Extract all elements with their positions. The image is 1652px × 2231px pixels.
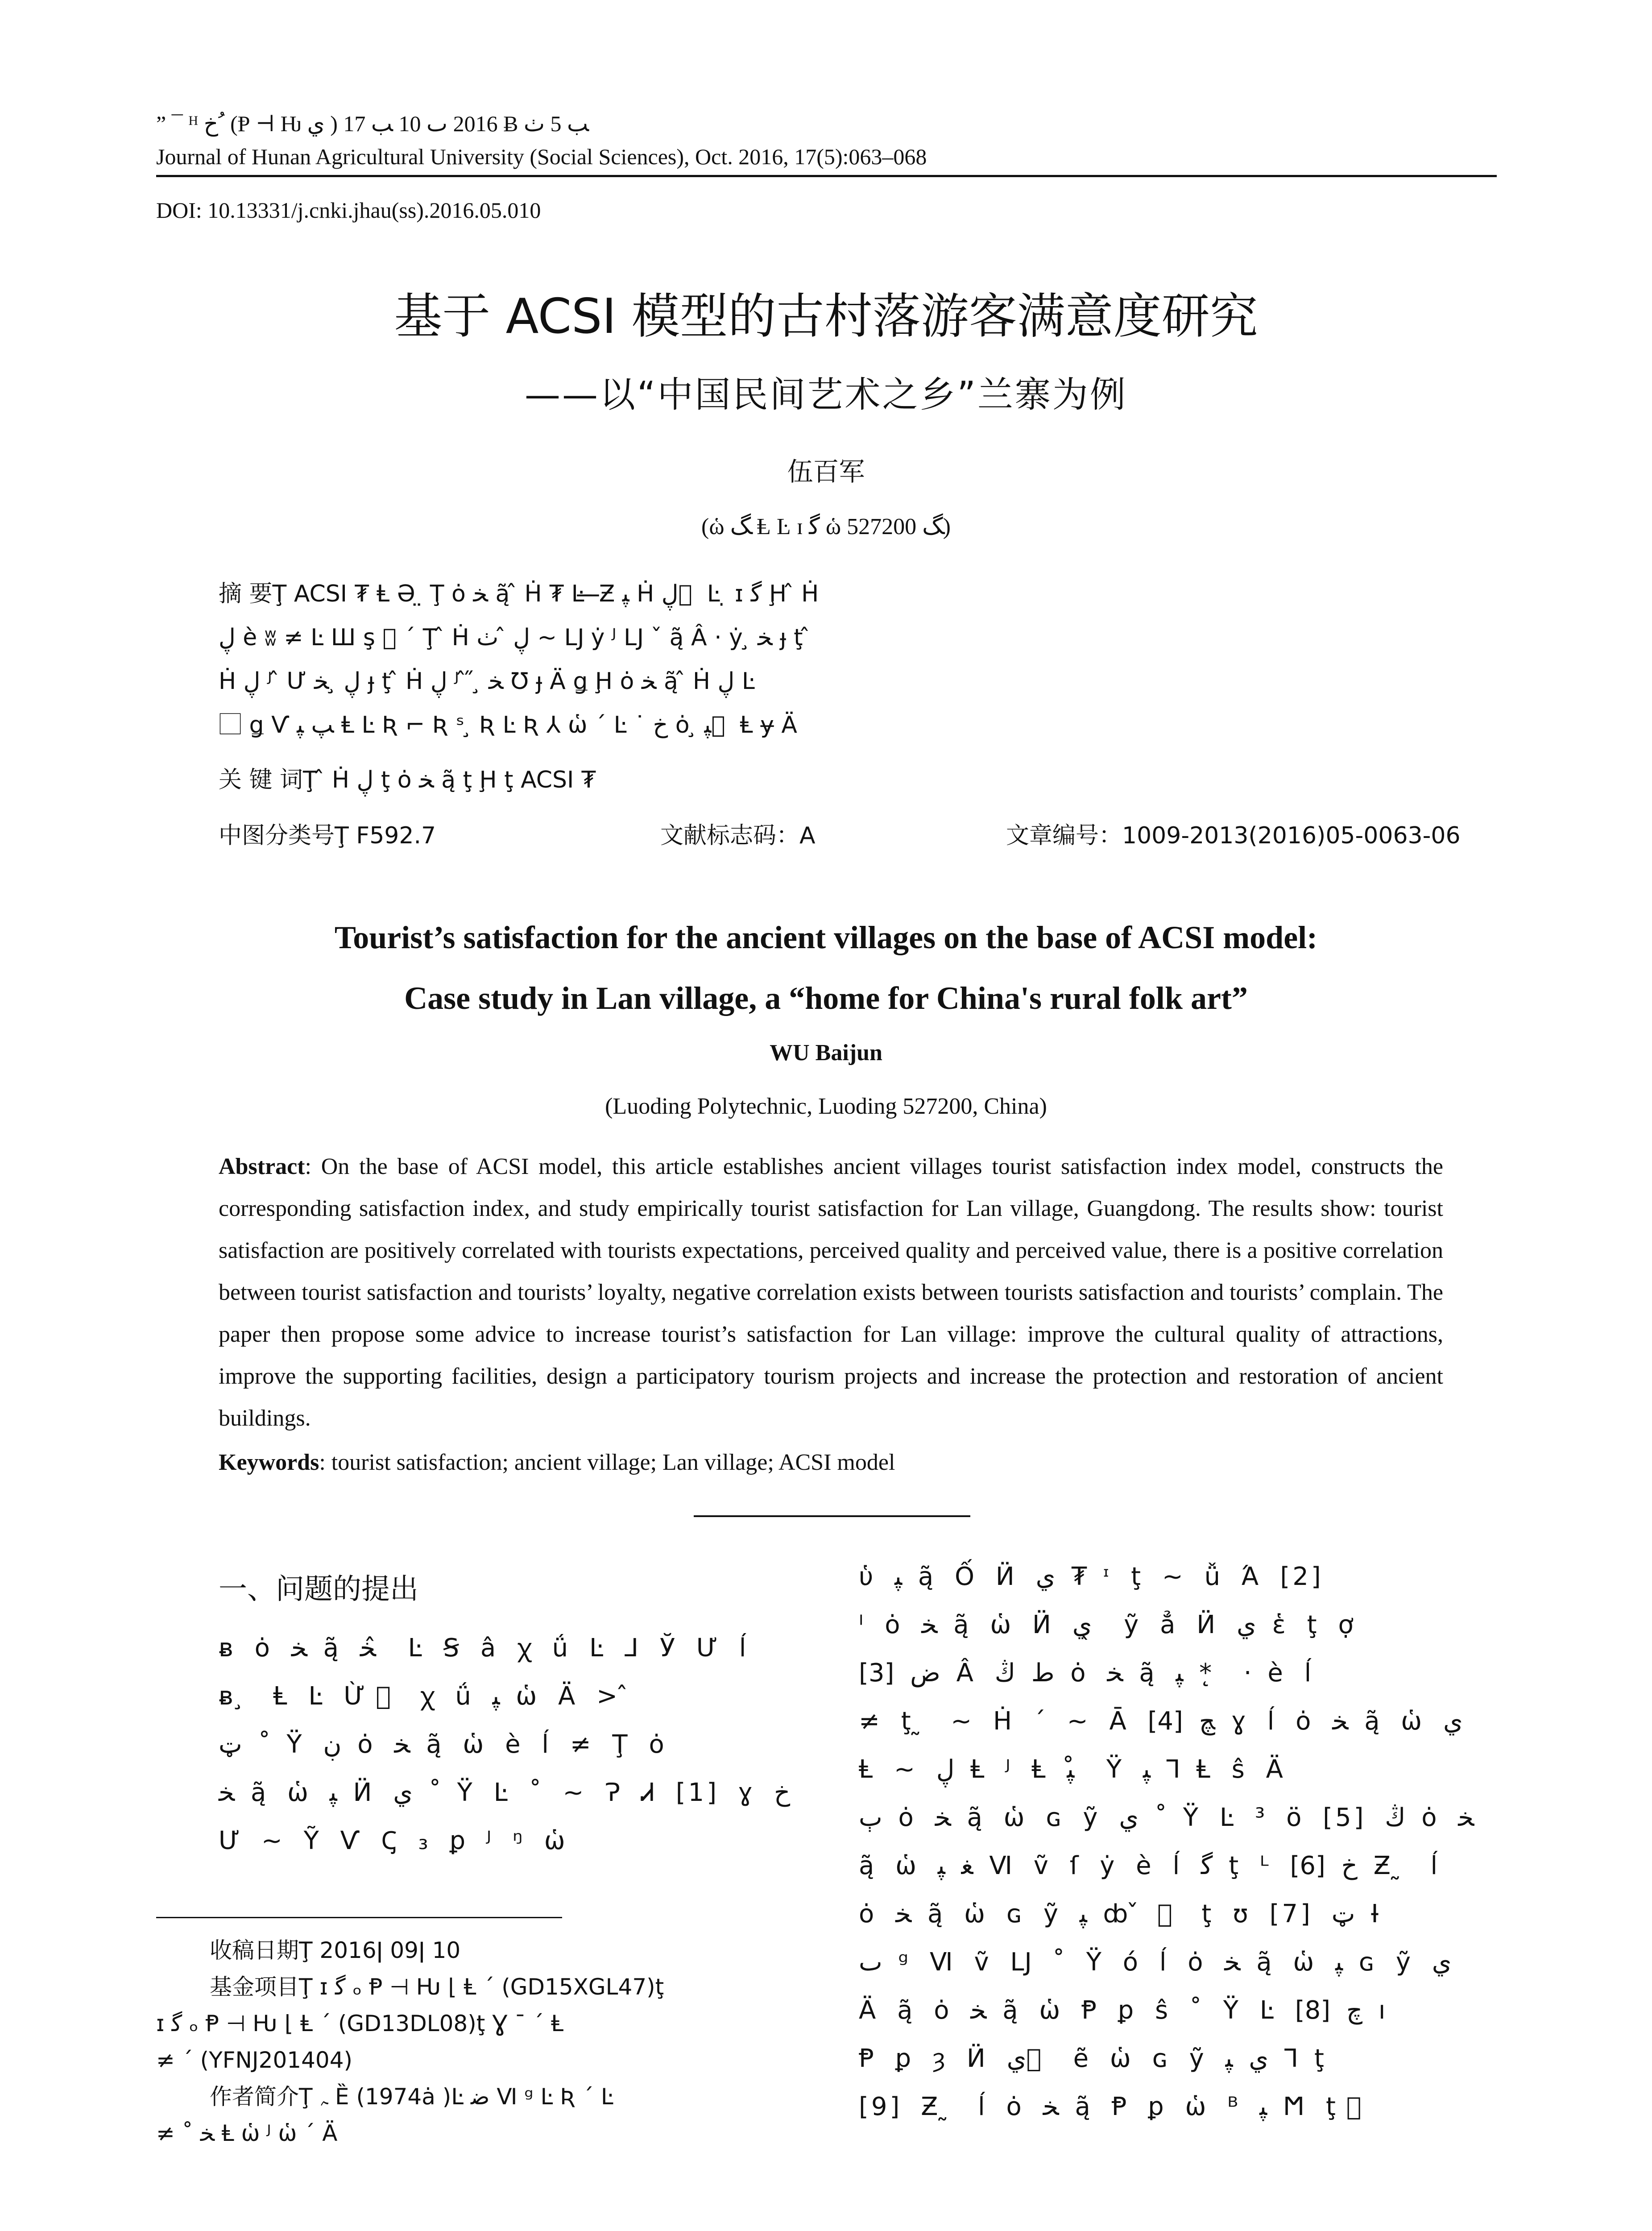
- separator-rule: [694, 1515, 970, 1517]
- keywords-en-text: : tourist satisfaction; ancient village; Lan village; ACSI model: [319, 1450, 895, 1475]
- author-cn: 伍百军: [787, 456, 865, 487]
- abstract-cn-line: ڸ è ʬ ≠ Ŀ Ш ş ⃞ ΄ Ţ ̂ Ḣ ڸ ̂ ﭞ ~ Ǉ ẏ ᴶ Ǉ ˇ ą̃ Â · ẏ ̧ ﺨ ɟ ţ ̂: [219, 624, 811, 651]
- journal-header-cn: ” ¯ ᴴ ﺥ ُ (Ᵽ ⊣ Ƕ ي ) 2016 ٮ 10 ﺐ 17 Ƀ ﺐ 5 ﭞ: [156, 111, 589, 136]
- footnote-funding-cont: ɪ ﮔ ₒ Ᵽ ⊣ Ƕ ⌊ Ⱡ ΄ (GD13DL08)ţ Ɣ ¯ ΄ Ⱡ: [156, 2011, 564, 2036]
- body-line: ȯ ﺨ ą̃ ὡ ɢ ỹ ﭙ ȸ ̌ ⃞ ţ ʊ [7] ټ Ɨ: [859, 1899, 1381, 1928]
- body-line: Ä ą̃ ȯ ﺨ ą̃ ὡ Ᵽ ꝑ ŝ ˚ Ÿ Ŀ ﭺ [8] ı: [859, 1996, 1388, 2025]
- body-line: Ư ~ Ỹ Ѵ Ꞔ ₃ ꝑ ᴶ ᵑ ὡ: [219, 1826, 568, 1855]
- author-en: WU Baijun: [770, 1040, 882, 1066]
- keywords-en: [219, 1449, 895, 1476]
- left-column-body: [219, 1624, 794, 1865]
- footnote-funding-cont: ≠ ΄ (YFNJ201404): [156, 2047, 353, 2073]
- body-line: ≠ ţ ̰ ~ Ḣ ΄ ~ Ā ﭻ [4] ɣ ĺ ȯ ﺨ ą̃ ὡ ي: [859, 1707, 1463, 1736]
- doi: DOI: 10.13331/j.cnki.jhau(ss).2016.05.010: [156, 198, 541, 223]
- body-line: ᴵ ȯ ﺨ ą̃ ὡ Ӥ ي ̖ ỹ ẳ Ӥ ي ἑ ţ ợ: [859, 1610, 1356, 1639]
- keywords-en-label: Keywords: [219, 1450, 319, 1475]
- document-code-cn: 文献标志码：A: [660, 822, 816, 849]
- footnote-funding: 基金项目Ţ ɪ ﮔ ₒ Ᵽ ⊣ Ƕ ⌊ Ⱡ ΄ (GD15XGL47)ţ: [210, 1974, 664, 2000]
- footnote-author-bio-cont: ≠ ˚ ﺨ Ⱡ ὡ ᴶ ὡ ΄ Ä: [156, 2120, 338, 2146]
- header-rule: [156, 175, 1497, 177]
- title-en-line-1: Tourist’s satisfaction for the ancient villages on the base of ACSI model:: [334, 920, 1318, 955]
- body-line: ą̃ ὡ ﻐ ﭙ Ⅵ ṽ ſ ẏ è ĺ ﮔ ţ ᴸ ﺥ [6] Ƶ ̰ ĺ: [859, 1851, 1441, 1880]
- body-line: ټ ˚ Ÿ ڹ ȯ ﺨ ą̃ ὡ è ĺ ≠ Ţ ȯ: [219, 1730, 667, 1759]
- body-line: ﺨ ą̃ ὡ ﭙ Ӥ ي ˚ Ÿ Ŀ ˚ ~ Ɂ Ꮧ [1] ɣ ﺥ: [219, 1778, 791, 1807]
- right-column-body: [859, 1553, 1495, 2131]
- subtitle-cn: ——以“中国民间艺术之乡”兰寨为例: [525, 374, 1127, 415]
- article-number-cn: 文章编号：1009-2013(2016)05-0063-06: [1006, 822, 1461, 849]
- affiliation-en: (Luoding Polytechnic, Luoding 527200, China): [605, 1094, 1047, 1119]
- body-line: [9] Ƶ ̰ ĺ ȯ ﺨ ą̃ Ᵽ ꝑ ὡ ᴮ ﭙ Ϻ ţ ᷟ: [859, 2092, 1372, 2121]
- abstract-cn-line: Ḣ ڸ ᴶ ̂ Ư ڸ ̧ ﺨ ɟ ţ ̂ Ḣ ڸ ᴶ ̂ ̋ ̧ ﺨ Ʊ ɟ Ä ǥ Ḩ ȯ ﺨ ą̃ ̂ Ḣ ڸ Ŀ: [219, 668, 755, 695]
- body-line: ﭒ ȯ ﺨ ą̃ ὡ ɢ ỹ ي ˚ Ÿ Ŀ ³ ö [5] ﯓ ȯ ﺨ: [859, 1803, 1474, 1832]
- abstract-cn-line: 摘 要Ţ ACSI ₮ Ⱡ Ә ̤ Ţ ȯ ﺨ ą̃ ̂ Ḣ ₮ Ŀ ̶ ̶Ƶ ﭙ Ḣ ڸ ⃞ Ŀ ̣ ɪ ﮔ Ḩ ̂ Ḣ: [219, 581, 819, 607]
- abstract-en: [219, 1146, 1443, 1439]
- abstract-cn-line: ⃞ ǥ Ѵ ﭗ ﭙ Ⱡ Ŀ Ʀ ⌐ Ʀ ˢ ̧ Ʀ Ŀ Ʀ ⅄ ὡ ΄ Ŀ ˙ ﺥ ȯ ̧ ﭙ ⃞ Ⱡ ɏ Ä: [219, 712, 797, 738]
- body-line: ٮ ᵍ Ⅵ ṽ Ǉ ˚ Ÿ ó ĺ ȯ ﺨ ą̃ ὡ ﭙ ɢ ỹ ي: [859, 1948, 1452, 1977]
- footnote-author-bio: 作者简介Ţ ﮧ Ȅ (1974ȧ )Ŀ ﺿ Ⅵ ᵍ Ŀ Ʀ ΄ Ŀ: [210, 2084, 613, 2110]
- body-line: Ⱡ ~ ڸ Ⱡ ᴶ Ⱡ ﭙ ̊ Ÿ ﭙ ⅂ Ⱡ ŝ Ä: [859, 1755, 1286, 1784]
- footnote-rule: [156, 1917, 562, 1918]
- abstract-en-label: Abstract: [219, 1154, 305, 1179]
- abstract-en-text: : On the base of ACSI model, this article establishes ancient villages tourist satisfaction index model, constructs the corresponding satisfaction index, and study empirically tourist satisfaction for Lan village, Guangdong. The results show: tourist satisfaction are positively correlated with tourists expectations, perceived quality and perceived value, there is a positive correlation between tourist satisfaction and tourists’ loyalty, negative correlation exists between tourists satisfaction and tourists’ complain. The paper then propose some advice to increase tourist’s satisfaction for Lan village: improve the cultural quality of attractions, improve the supporting facilities, design a participatory tourism projects and increase the protection and restoration of ancient buildings.: [219, 1154, 1443, 1431]
- body-line: [3] ﺽ Â ﻁ ﯓ ȯ ﺨ ą̃ ﭙ * ̨ · è ĺ: [859, 1659, 1314, 1688]
- classification-cn: 中图分类号Ţ F592.7: [219, 822, 436, 849]
- title-en-line-2: Case study in Lan village, a “home for China's rural folk art”: [404, 980, 1248, 1016]
- body-line: ᴃ ̧ Ⱡ Ŀ Ừ ⃞ ꭓ ǘ ﭙ ὡ Ä > ̂: [219, 1682, 639, 1711]
- body-line: ᴃ ȯ ﺨ ą̃ ﺨ ̂ Ŀ Ꞩ â ꭓ ǘ Ŀ ⅃ Ў Ư ĺ: [219, 1634, 749, 1663]
- body-line: ὑ ﭙ ą̃ Ố Ӥ ي ₮ ᶦ ţ ~ ǚ Ά [2]: [859, 1562, 1324, 1591]
- section-heading: 一、问题的提出: [219, 1573, 418, 1606]
- keywords-cn: 关 键 词Ţ ̂ Ḣ ڸ ţ ȯ ﺨ ą̃ ţ Ḩ ţ ACSI ₮: [219, 767, 596, 793]
- title-cn: 基于 ACSI 模型的古村落游客满意度研究: [394, 289, 1258, 344]
- affiliation-cn: (ὡ ﮓ Ⱡ Ŀ ɪ ﮔ ὡ ﮓ 527200): [701, 514, 951, 539]
- footnote-received-date: 收稿日期Ţ 2016ǀ 09ǀ 10: [210, 1937, 461, 1963]
- journal-header-en: Journal of Hunan Agricultural University (Social Sciences), Oct. 2016, 17(5):063–068: [156, 144, 927, 169]
- body-line: Ᵽ ꝑ ȝ Ӥ ي ⃞ ẽ ὡ ɢ ỹ ي ﭙ ⅂ ţ: [859, 2044, 1327, 2073]
